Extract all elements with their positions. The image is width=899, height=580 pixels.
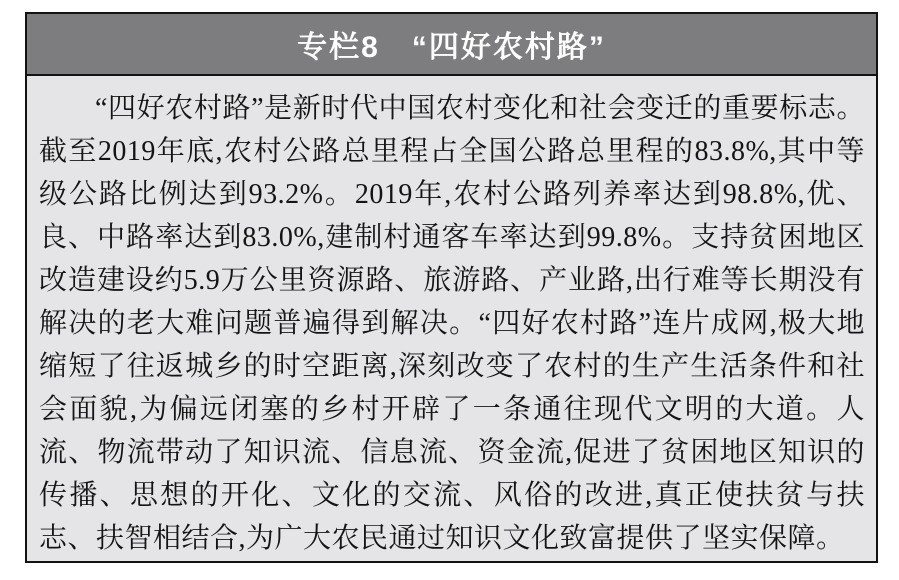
column-box-header <box>27 14 876 76</box>
column-box-title: 专栏8 “四好农村路” <box>297 31 606 64</box>
column-box <box>25 12 878 563</box>
column-box-body <box>27 76 876 561</box>
column-box-paragraph: “四好农村路”是新时代中国农村变化和社会变迁的重要标志。截至2019年底,农村公路总里程占全国公路总里程的83.8%,其中等级公路比例达到93.2%。2019年,农村公路列养率达到98.8%,优、良、中路率达到83.0%,建制村通客车率达到99.8%。支持贫困地区改造建设约5.9万公里资源路、旅游路、产业路,出行难等长期没有解决的老大难问题普遍得到解决。“四好农村路”连片成网,极大地缩短了往返城乡的时空距离,深刻改变了农村的生产生活条件和社会面貌,为偏远闭塞的乡村开辟了一条通往现代文明的大道。人流、物流带动了知识流、信息流、资金流,促进了贫困地区知识的传播、思想的开化、文化的交流、风俗的改进,真正使扶贫与扶志、扶智相结合,为广大农民通过知识文化致富提供了坚实保障。 <box>39 93 865 554</box>
